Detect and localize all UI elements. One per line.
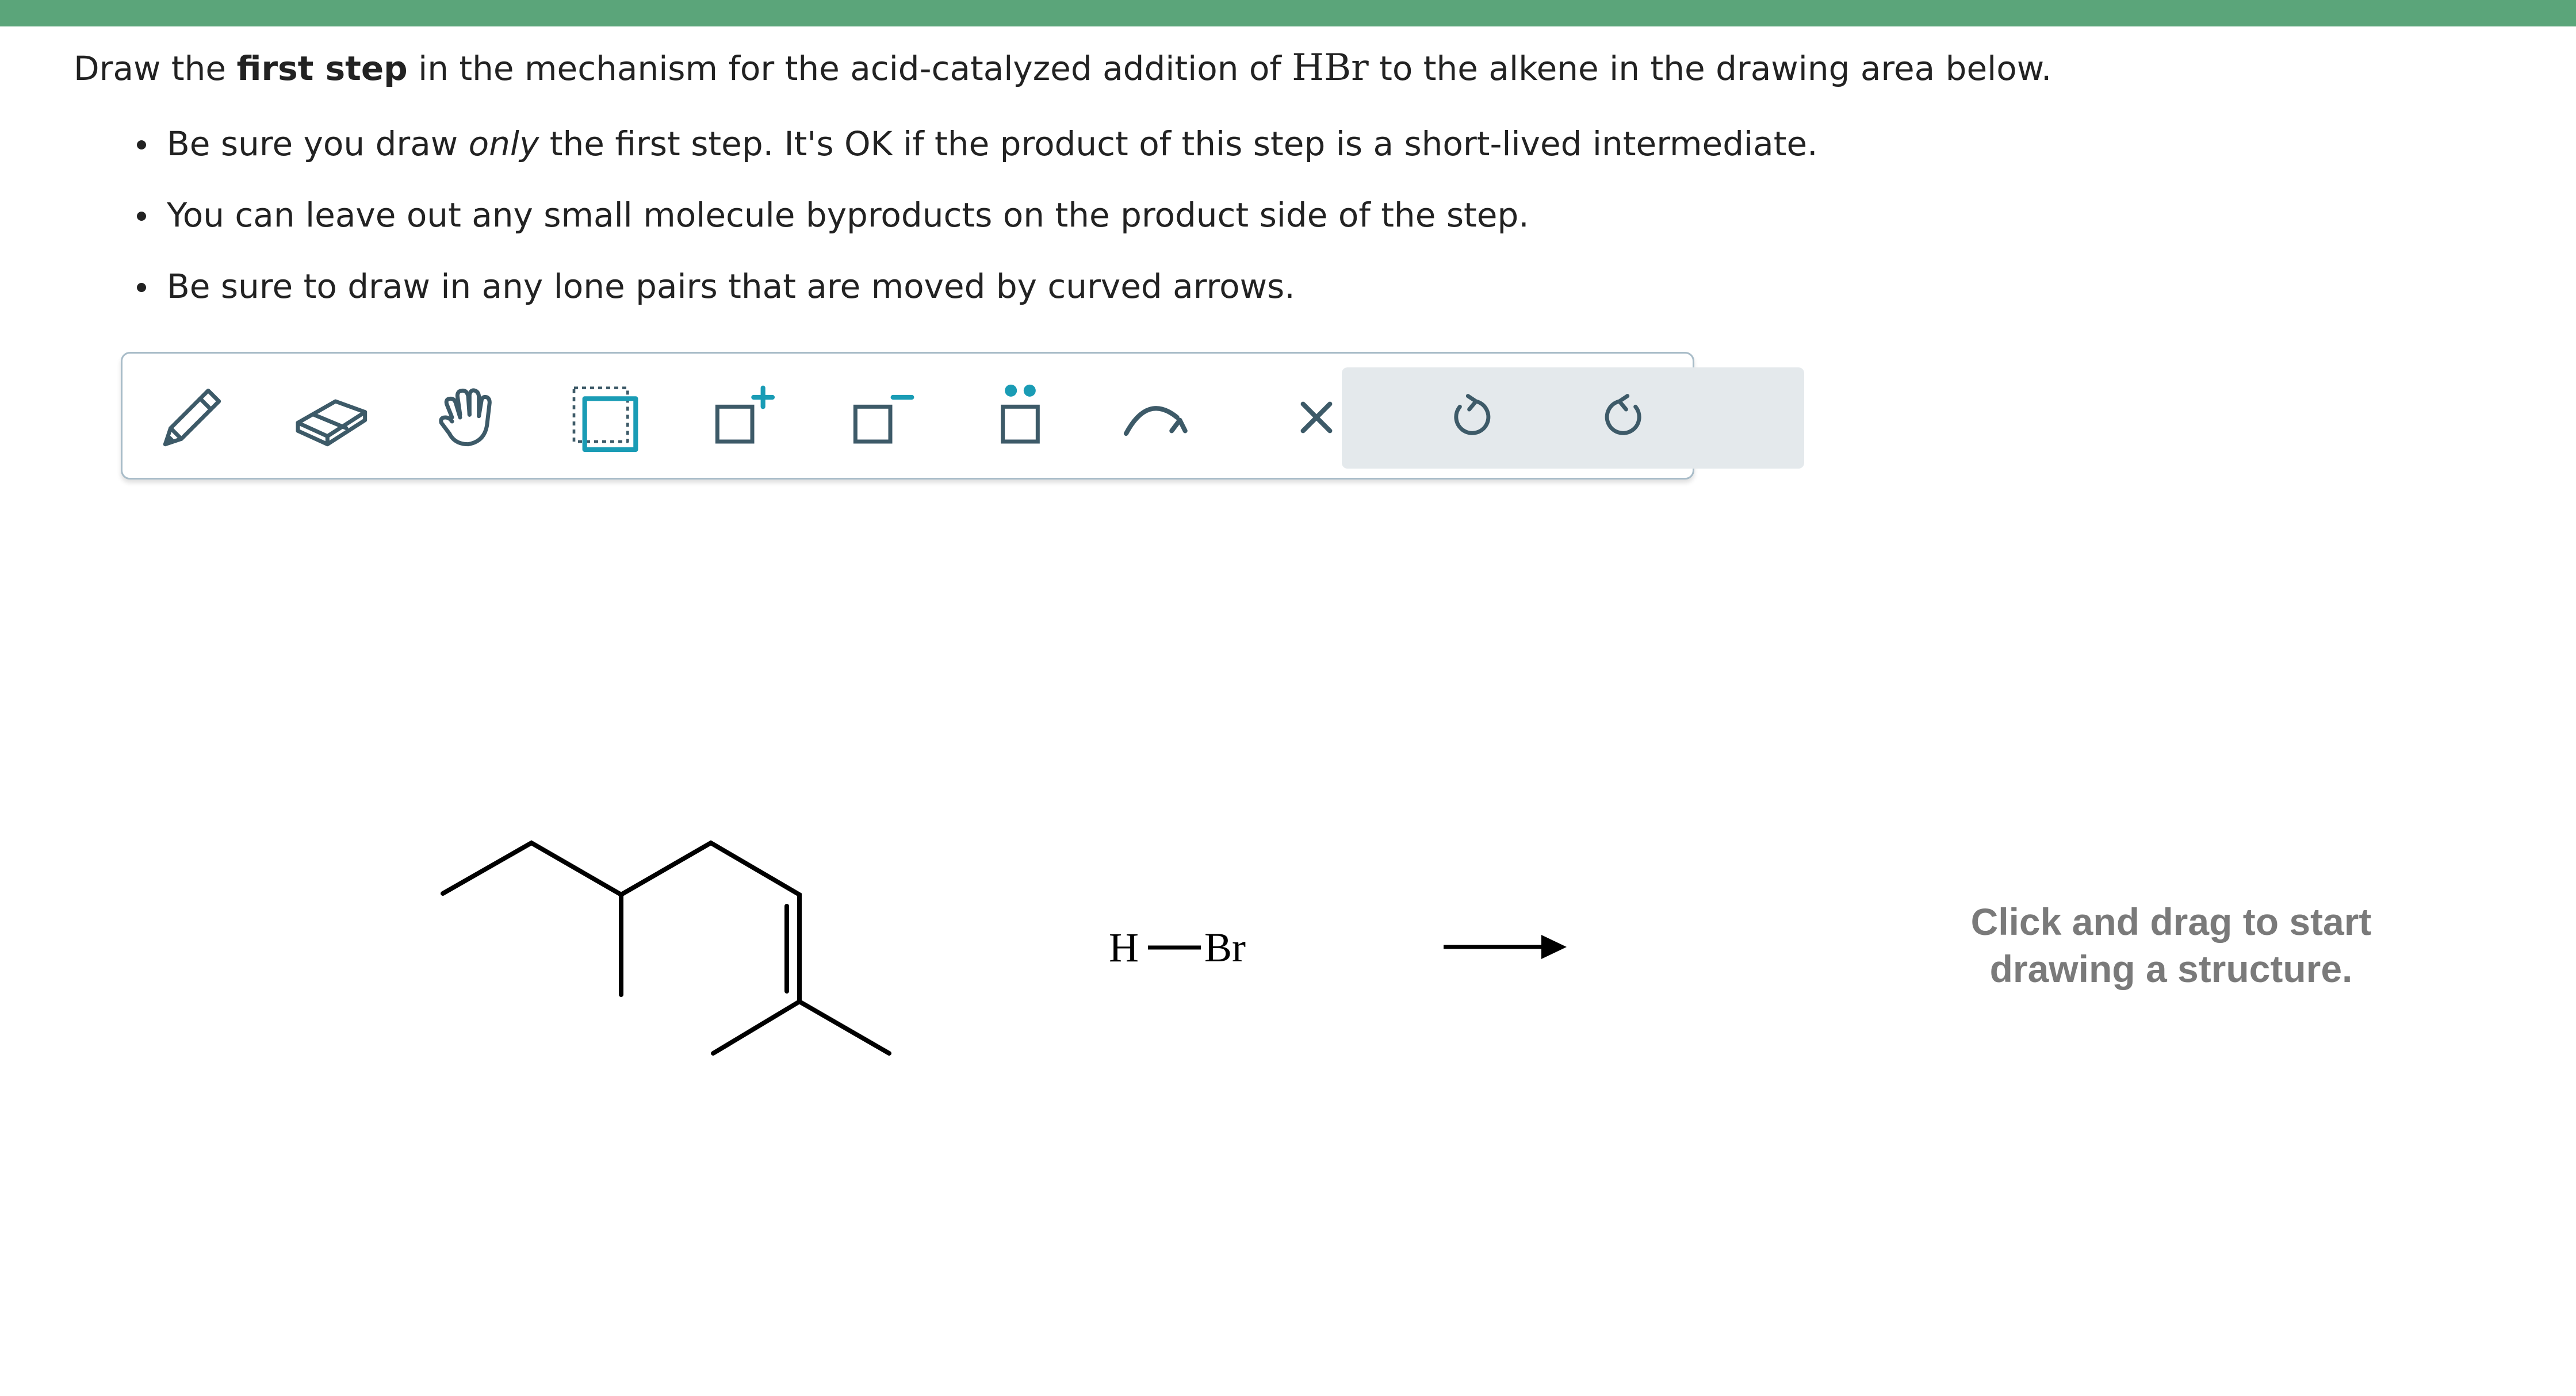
- question-text: to the alkene in the drawing area below.: [1368, 49, 2052, 88]
- selection-icon: [566, 377, 646, 458]
- instruction-item: You can leave out any small molecule byproducts on the product side of the step.: [131, 192, 1818, 238]
- canvas-hint: [1898, 898, 2444, 992]
- reagent-br-atom: Br: [1204, 925, 1246, 971]
- question-text: in the mechanism for the acid-catalyzed addition of: [407, 49, 1292, 88]
- positive-charge-button[interactable]: [701, 374, 787, 461]
- lone-pair-button[interactable]: [977, 374, 1063, 461]
- undo-icon: [1430, 377, 1511, 458]
- eraser-icon: [290, 377, 370, 458]
- redo-button[interactable]: [1582, 374, 1668, 461]
- pencil-icon: [152, 377, 232, 458]
- redo-icon: [1584, 377, 1665, 458]
- pencil-tool-button[interactable]: [149, 374, 235, 461]
- instruction-item: Be sure you draw only the first step. It's OK if the product of this step is a short-lived intermediate.: [131, 121, 1818, 167]
- negative-charge-button[interactable]: [839, 374, 925, 461]
- question-prompt: [74, 45, 2051, 91]
- drawing-toolbar: [121, 352, 1694, 480]
- hand-tool-button[interactable]: [425, 374, 511, 461]
- add-negative-charge-icon: [842, 377, 923, 458]
- add-positive-charge-icon: [704, 377, 784, 458]
- question-formula: HBr: [1292, 47, 1369, 89]
- instruction-item: Be sure to draw in any lone pairs that are moved by curved arrows.: [131, 263, 1818, 309]
- select-tool-button[interactable]: [563, 374, 649, 461]
- eraser-tool-button[interactable]: [287, 374, 373, 461]
- toolbar-action-group: [1342, 367, 1804, 469]
- question-emphasis: first step: [236, 49, 408, 88]
- reagent-h-atom: H: [1109, 925, 1139, 971]
- clear-button[interactable]: [1273, 374, 1360, 461]
- canvas-hint-line: Click and drag to start: [1970, 900, 2372, 943]
- hand-icon: [428, 377, 508, 458]
- add-lone-pair-icon: [980, 377, 1061, 458]
- canvas-hint-line: drawing a structure.: [1989, 948, 2353, 990]
- header-bar: [0, 0, 2576, 26]
- instruction-list: [131, 121, 1818, 335]
- undo-button[interactable]: [1427, 374, 1514, 461]
- curved-arrow-button[interactable]: [1115, 374, 1201, 461]
- clear-icon: [1276, 377, 1357, 458]
- question-text: Draw the: [74, 49, 237, 88]
- curved-arrow-icon: [1118, 377, 1199, 458]
